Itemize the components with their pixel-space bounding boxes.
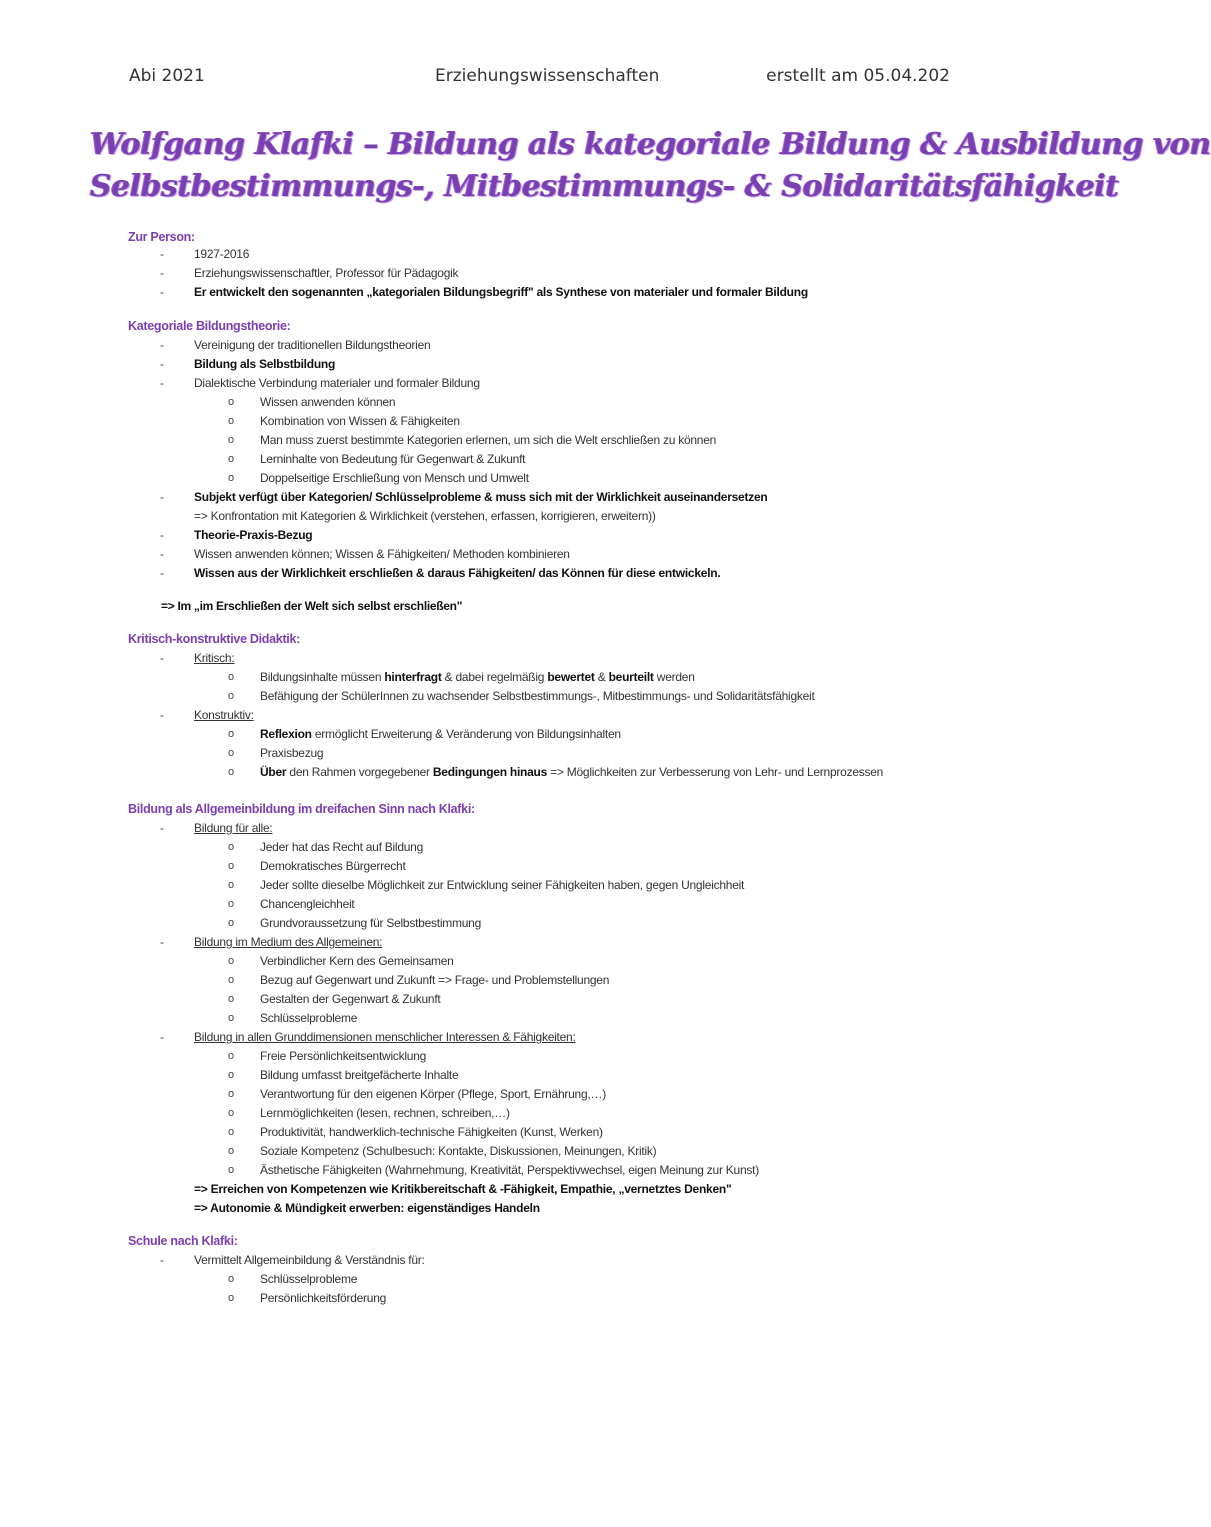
sub-list-item: o Produktivität, handwerklich-technische Fähigkeiten (Kunst, Werken) <box>228 1125 603 1139</box>
list-item: - Bildung für alle: <box>160 821 273 835</box>
list-item: - Vereinigung der traditionellen Bildungstheorien <box>160 338 431 352</box>
list-item: - Wissen aus der Wirklichkeit erschließen & daraus Fähigkeiten/ das Können für diese entwickeln. <box>160 566 721 580</box>
list-item: - Er entwickelt den sogenannten „kategorialen Bildungsbegriff" als Synthese von materialer und formaler Bildung <box>160 285 808 299</box>
list-item: - Wissen anwenden können; Wissen & Fähigkeiten/ Methoden kombinieren <box>160 547 570 561</box>
sub-list-item: o Praxisbezug <box>228 746 324 760</box>
sub-list-item: o Ästhetische Fähigkeiten (Wahrnehmung, Kreativität, Perspektivwechsel, eigen Meinung zur Kunst) <box>228 1163 759 1177</box>
sub-list-item: o Bezug auf Gegenwart und Zukunft => Frage- und Problemstellungen <box>228 973 610 987</box>
list-item: => Konfrontation mit Kategorien & Wirklichkeit (verstehen, erfassen, korrigieren, erweitern)) <box>194 509 656 523</box>
sub-list-item: o Lernmöglichkeiten (lesen, rechnen, schreiben,…) <box>228 1106 510 1120</box>
sub-list-item: o Man muss zuerst bestimmte Kategorien erlernen, um sich die Welt erschließen zu können <box>228 433 717 447</box>
sub-list-item: o Kombination von Wissen & Fähigkeiten <box>228 414 460 428</box>
sub-list-item: o Soziale Kompetenz (Schulbesuch: Kontakte, Diskussionen, Meinungen, Kritik) <box>228 1144 657 1158</box>
sub-list-item: o Schlüsselprobleme <box>228 1011 358 1025</box>
sub-list-item: o Gestalten der Gegenwart & Zukunft <box>228 992 441 1006</box>
sub-list-item: o Chancengleichheit <box>228 897 355 911</box>
title-line-1: Wolfgang Klafki – Bildung als kategoriale Bildung & Ausbildung von <box>90 127 1211 162</box>
sub-list-item: o Reflexion ermöglicht Erweiterung & Veränderung von Bildungsinhalten <box>228 727 621 741</box>
sub-list-item: o Demokratisches Bürgerrecht <box>228 859 406 873</box>
list-item: - Kritisch: <box>160 651 235 665</box>
list-item: - 1927-2016 <box>160 247 250 261</box>
list-item: - Erziehungswissenschaftler, Professor für Pädagogik <box>160 266 459 280</box>
list-item: - Bildung im Medium des Allgemeinen: <box>160 935 383 949</box>
list-item: - Theorie-Praxis-Bezug <box>160 528 313 542</box>
sub-list-item: o Lerninhalte von Bedeutung für Gegenwart & Zukunft <box>228 452 526 466</box>
header-right: erstellt am 05.04.202 <box>766 66 950 86</box>
list-item: - Dialektische Verbindung materialer und formaler Bildung <box>160 376 480 390</box>
sub-list-item: o Doppelseitige Erschließung von Mensch und Umwelt <box>228 471 529 485</box>
result-line: => Erreichen von Kompetenzen wie Kritikbereitschaft & -Fähigkeit, Empathie, „vernetztes Denken" <box>194 1182 732 1196</box>
section-heading-schule: Schule nach Klafki: <box>128 1234 238 1248</box>
list-item: - Konstruktiv: <box>160 708 254 722</box>
sub-list-item: o Über den Rahmen vorgegebener Bedingungen hinaus => Möglichkeiten zur Verbesserung von Lehr- und Lernprozessen <box>228 765 884 779</box>
sub-list-item: o Freie Persönlichkeitsentwicklung <box>228 1049 427 1063</box>
page-header <box>0 66 1080 90</box>
sub-list-item: o Jeder hat das Recht auf Bildung <box>228 840 424 854</box>
sub-list-item: o Wissen anwenden können <box>228 395 396 409</box>
section-heading-person: Zur Person: <box>128 230 195 244</box>
result-line: => Im „im Erschließen der Welt sich selbst erschließen" <box>161 599 463 613</box>
sub-list-item: o Persönlichkeitsförderung <box>228 1291 387 1305</box>
sub-list-item: o Schlüsselprobleme <box>228 1272 358 1286</box>
list-item: - Vermittelt Allgemeinbildung & Verständnis für: <box>160 1253 425 1267</box>
list-item: - Bildung als Selbstbildung <box>160 357 336 371</box>
header-left: Abi 2021 <box>129 66 205 86</box>
header-center: Erziehungswissenschaften <box>435 66 660 86</box>
sub-list-item: o Bildungsinhalte müssen hinterfragt & dabei regelmäßig bewertet & beurteilt werden <box>228 670 695 684</box>
sub-list-item: o Grundvoraussetzung für Selbstbestimmung <box>228 916 482 930</box>
title-line-2: Selbstbestimmungs-, Mitbestimmungs- & Solidaritätsfähigkeit <box>90 169 1119 204</box>
list-item: - Subjekt verfügt über Kategorien/ Schlüsselprobleme & muss sich mit der Wirklichkeit auseinandersetzen <box>160 490 768 504</box>
list-item: - Bildung in allen Grunddimensionen menschlicher Interessen & Fähigkeiten: <box>160 1030 576 1044</box>
section-heading-didaktik: Kritisch-konstruktive Didaktik: <box>128 632 300 646</box>
section-heading-allgemein: Bildung als Allgemeinbildung im dreifachen Sinn nach Klafki: <box>128 802 475 816</box>
sub-list-item: o Bildung umfasst breitgefächerte Inhalte <box>228 1068 459 1082</box>
sub-list-item: o Jeder sollte dieselbe Möglichkeit zur Entwicklung seiner Fähigkeiten haben, gegen Ungleichheit <box>228 878 745 892</box>
section-heading-kategorial: Kategoriale Bildungstheorie: <box>128 319 291 333</box>
result-line: => Autonomie & Mündigkeit erwerben: eigenständiges Handeln <box>194 1201 540 1215</box>
sub-list-item: o Verbindlicher Kern des Gemeinsamen <box>228 954 454 968</box>
sub-list-item: o Befähigung der SchülerInnen zu wachsender Selbstbestimmungs-, Mitbestimmungs- und Solidaritätsfähigkeit <box>228 689 815 703</box>
sub-list-item: o Verantwortung für den eigenen Körper (Pflege, Sport, Ernährung,…) <box>228 1087 606 1101</box>
page-title <box>90 124 1211 208</box>
